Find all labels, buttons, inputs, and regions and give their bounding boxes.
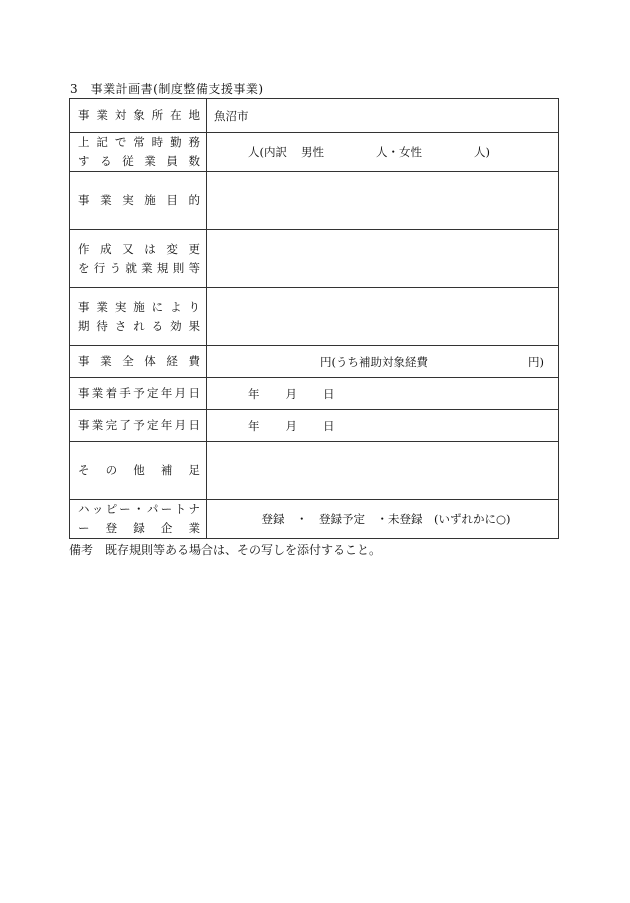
label-other: その他補足	[70, 442, 207, 500]
value-end-date[interactable]: 年 月 日	[207, 410, 559, 442]
value-purpose[interactable]	[207, 172, 559, 230]
row-purpose	[70, 172, 559, 230]
row-end-date	[70, 410, 559, 442]
value-effect[interactable]	[207, 288, 559, 346]
value-rules[interactable]	[207, 230, 559, 288]
row-other	[70, 442, 559, 500]
row-effect	[70, 288, 559, 346]
row-cost	[70, 346, 559, 378]
label-location: 事業対象所在地	[70, 99, 207, 133]
row-employees	[70, 133, 559, 172]
label-happy-partner: ハッピー・パートナ ー登録企業	[70, 500, 207, 539]
form-heading: 3 事業計画書(制度整備支援事業)	[70, 82, 264, 96]
label-purpose: 事業実施目的	[70, 172, 207, 230]
label-effect: 事業実施により 期待される効果	[70, 288, 207, 346]
value-location[interactable]: 魚沼市	[207, 99, 559, 133]
row-happy-partner	[70, 500, 559, 539]
value-employees[interactable]: 人(内訳 男性 人・女性 人)	[207, 133, 559, 172]
row-start-date	[70, 378, 559, 410]
label-end-date: 事業完了予定年月日	[70, 410, 207, 442]
label-cost: 事業全体経費	[70, 346, 207, 378]
business-plan-table	[69, 98, 559, 539]
value-start-date[interactable]: 年 月 日	[207, 378, 559, 410]
label-rules: 作成又は変更 を行う就業規則等	[70, 230, 207, 288]
value-cost[interactable]: 円(うち補助対象経費 円)	[207, 346, 559, 378]
value-happy-partner[interactable]: 登録 ・ 登録予定 ・未登録 (いずれかに○)	[207, 500, 559, 539]
row-rules	[70, 230, 559, 288]
label-employees: 上記で常時勤務 する従業員数	[70, 133, 207, 172]
remarks-note: 備考 既存規則等ある場合は、その写しを添付すること。	[69, 543, 382, 557]
row-location	[70, 99, 559, 133]
label-start-date: 事業着手予定年月日	[70, 378, 207, 410]
value-other[interactable]	[207, 442, 559, 500]
